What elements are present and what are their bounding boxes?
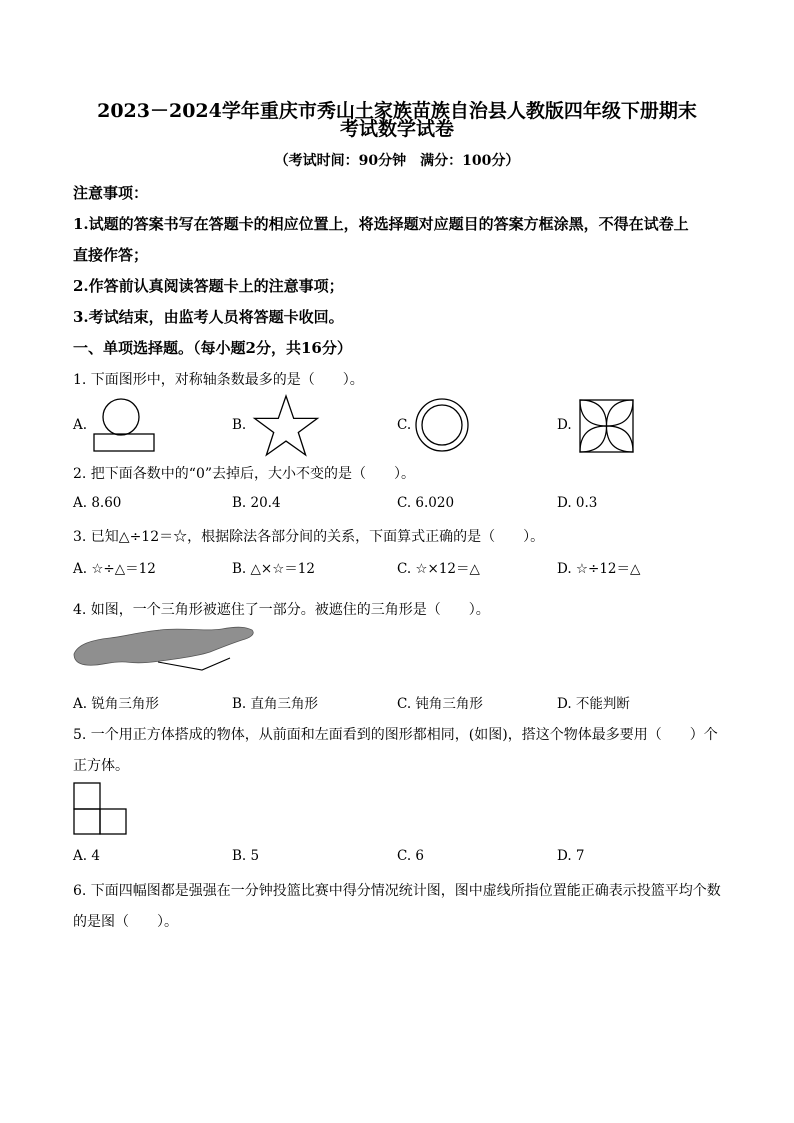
question-2-option-a: A. 8.60 — [73, 495, 122, 511]
question-2-option-d: D. 0.3 — [557, 495, 598, 511]
exam-title-line1: 2023－2024学年重庆市秀山土家族苗族自治县人教版四年级下册期末 — [97, 100, 697, 122]
question-6-text-line1: 6. 下面四幅图都是强强在一分钟投篮比赛中得分情况统计图，图中虚线所指位置能正确表示投篮平均个数 — [73, 883, 721, 899]
question-3-option-c: C. ☆×12＝△ — [397, 561, 480, 577]
question-4-option-c: C. 钝角三角形 — [397, 696, 483, 712]
question-1-text: 1. 下面图形中，对称轴条数最多的是（ ）。 — [73, 372, 364, 388]
question-1-option-b: B. — [232, 417, 247, 433]
question-5-option-c: C. 6 — [397, 848, 425, 864]
notice-item-1-line1: 1.试题的答案书写在答题卡的相应位置上，将选择题对应题目的答案方框涂黑，不得在试卷上 — [73, 215, 689, 233]
question-3-option-a: A. ☆÷△＝12 — [73, 561, 156, 577]
question-4-option-b: B. 直角三角形 — [232, 696, 319, 712]
question-5-option-b: B. 5 — [232, 848, 260, 864]
exam-info: （考试时间：90分钟 满分：100分） — [274, 153, 520, 169]
question-2-option-b: B. 20.4 — [232, 495, 281, 511]
notice-item-2: 2.作答前认真阅读答题卡上的注意事项； — [73, 277, 344, 295]
notice-item-3: 3.考试结束，由监考人员将答题卡收回。 — [73, 308, 344, 326]
question-4-option-a: A. 锐角三角形 — [73, 696, 159, 712]
question-2-text: 2. 把下面各数中的“0”去掉后，大小不变的是（ ）。 — [73, 466, 416, 482]
question-1-option-c: C. — [397, 417, 412, 433]
section-1-heading: 一、单项选择题。（每小题2分，共16分） — [73, 339, 352, 357]
q1-figure-circle-on-rectangle — [92, 396, 156, 454]
question-5-option-d: D. 7 — [557, 848, 585, 864]
notice-item-1-line2: 直接作答； — [73, 246, 149, 264]
q1-figure-square-with-petals — [578, 398, 636, 454]
q5-figure-cube-view — [73, 782, 129, 836]
question-3-option-b: B. △×☆＝12 — [232, 561, 315, 577]
question-3-option-d: D. ☆÷12＝△ — [557, 561, 641, 577]
question-5-text-line2: 正方体。 — [73, 758, 129, 774]
q1-figure-star — [252, 394, 320, 456]
question-3-text: 3. 已知△÷12＝☆，根据除法各部分间的关系，下面算式正确的是（ ）。 — [73, 529, 545, 545]
question-5-option-a: A. 4 — [73, 848, 100, 864]
question-2-option-c: C. 6.020 — [397, 495, 455, 511]
question-6-text-line2: 的是图（ ）。 — [73, 914, 178, 930]
question-1-option-d: D. — [557, 417, 572, 433]
question-1-option-a: A. — [73, 417, 88, 433]
q1-figure-concentric-circles — [414, 398, 472, 454]
question-5-text-line1: 5. 一个用正方体搭成的物体，从前面和左面看到的图形都相同，(如图)，搭这个物体最多要用（ ）个 — [73, 727, 718, 743]
question-4-option-d: D. 不能判断 — [557, 696, 630, 712]
notice-heading: 注意事项： — [73, 184, 149, 202]
question-4-text: 4. 如图，一个三角形被遮住了一部分。被遮住的三角形是（ ）。 — [73, 602, 490, 618]
exam-title-line2: 考试数学试卷 — [339, 118, 454, 140]
q4-figure-covered-triangle — [70, 624, 256, 672]
